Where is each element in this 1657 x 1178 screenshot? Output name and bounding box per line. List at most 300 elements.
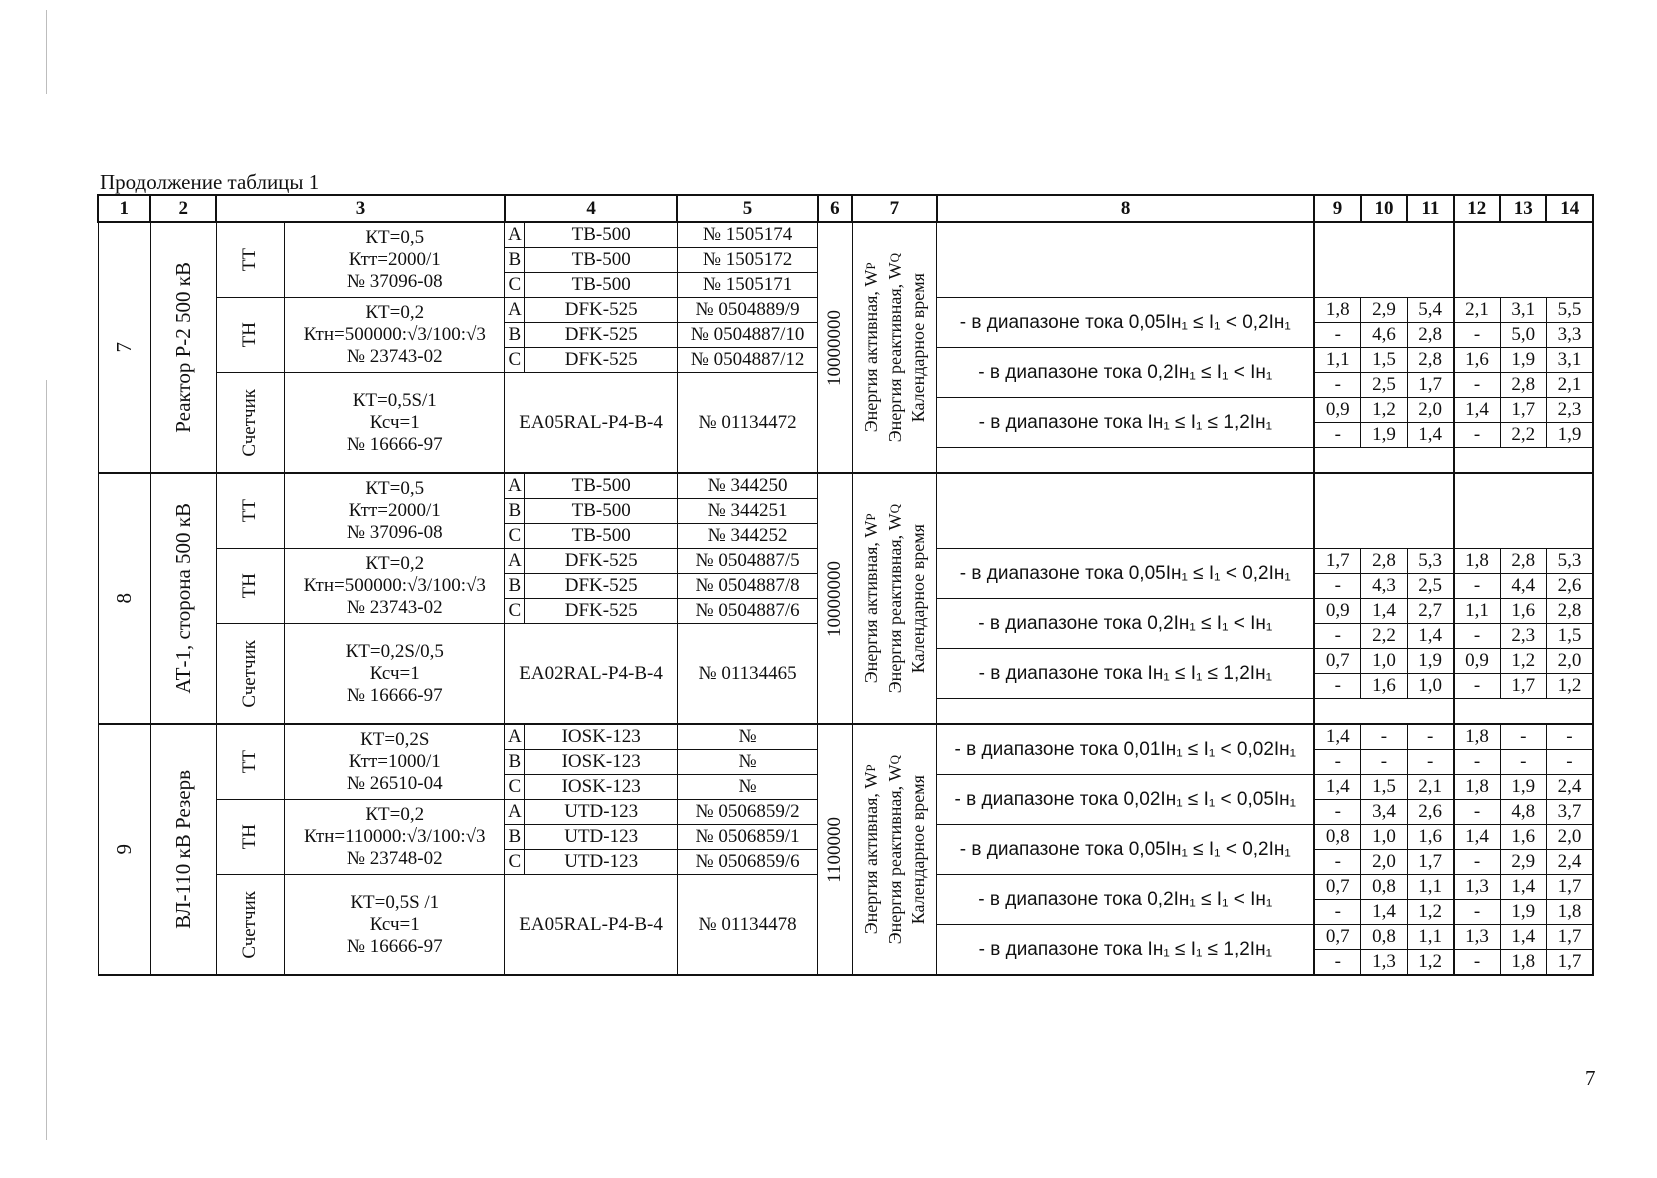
device-model: IOSK-123 <box>525 775 677 800</box>
phase-letter: A <box>505 549 525 574</box>
meter-spec <box>285 875 505 976</box>
value-empty <box>1454 448 1593 474</box>
current-range-label: - в диапазоне тока Iн₁ ≤ I₁ ≤ 1,2Iн₁ <box>937 398 1315 448</box>
value-empty <box>1314 222 1453 298</box>
accuracy-value: - <box>1314 624 1360 649</box>
accuracy-value: 2,1 <box>1546 373 1593 398</box>
accuracy-value: - <box>1454 624 1500 649</box>
phase-letter: B <box>505 750 525 775</box>
current-range-label: - в диапазоне тока Iн₁ ≤ I₁ ≤ 1,2Iн₁ <box>937 925 1315 976</box>
accuracy-value: 2,4 <box>1546 775 1593 800</box>
accuracy-value: 1,4 <box>1314 775 1360 800</box>
accuracy-value: 1,4 <box>1454 825 1500 850</box>
meter-label-text: Счетчик <box>239 639 261 708</box>
accuracy-value: 3,4 <box>1361 800 1407 825</box>
device-serial: № 1505171 <box>677 273 817 298</box>
device-model: IOSK-123 <box>525 724 677 750</box>
energy-label: Календарное время <box>907 523 928 674</box>
accuracy-value: 1,7 <box>1546 950 1593 976</box>
column-header: 12 <box>1454 195 1500 222</box>
accuracy-value: 2,2 <box>1361 624 1407 649</box>
energy-label: Энергия активная, W <box>860 520 881 684</box>
accuracy-value: - <box>1454 674 1500 699</box>
accuracy-value: - <box>1314 323 1360 348</box>
meter-model: EA05RAL-P4-B-4 <box>505 373 678 474</box>
accuracy-value: 2,4 <box>1546 850 1593 875</box>
tn-label-text: ТН <box>239 573 261 599</box>
transformation-ratio <box>818 222 852 473</box>
accuracy-value: 0,7 <box>1314 649 1360 674</box>
accuracy-value: 1,9 <box>1500 775 1546 800</box>
accuracy-value: - <box>1361 750 1407 775</box>
meter-spec <box>285 624 505 725</box>
accuracy-value: 1,2 <box>1407 950 1453 976</box>
accuracy-value: - <box>1314 950 1360 976</box>
device-serial: № 0504887/12 <box>677 348 817 373</box>
meter-model: EA02RAL-P4-B-4 <box>505 624 678 725</box>
tn-spec-line: Ктн=110000:√3/100:√3 <box>303 826 486 847</box>
meter-spec-line: Ксч=1 <box>369 913 420 935</box>
tt-spec-line: № 37096-08 <box>346 271 443 292</box>
meter-model: EA05RAL-P4-B-4 <box>505 875 678 976</box>
range-empty <box>937 699 1315 725</box>
accuracy-value: 1,4 <box>1500 875 1546 900</box>
accuracy-value: - <box>1500 750 1546 775</box>
table-row <box>98 724 1593 750</box>
accuracy-value: 2,9 <box>1500 850 1546 875</box>
device-serial: № 344250 <box>677 473 817 499</box>
accuracy-value: 1,8 <box>1314 298 1360 323</box>
transformation-ratio-text: 1100000 <box>823 816 845 883</box>
tt-label-text: ТТ <box>239 248 261 272</box>
current-range-label: - в диапазоне тока 0,2Iн₁ ≤ I₁ < Iн₁ <box>937 348 1315 398</box>
energy-types-text <box>859 755 930 944</box>
column-header: 10 <box>1361 195 1407 222</box>
connection-name <box>150 724 216 975</box>
accuracy-value: 2,2 <box>1500 423 1546 448</box>
accuracy-value: 1,3 <box>1454 925 1500 950</box>
device-model: ТВ-500 <box>525 499 677 524</box>
tn-spec-line: № 23743-02 <box>346 597 443 618</box>
phase-letter: C <box>505 775 525 800</box>
meter-serial: № 01134465 <box>677 624 817 725</box>
accuracy-value: 1,3 <box>1454 875 1500 900</box>
connection-name-text: ВЛ-110 кВ Резерв <box>171 770 196 929</box>
column-header: 8 <box>937 195 1315 222</box>
phase-letter: A <box>505 473 525 499</box>
energy-label: Календарное время <box>907 272 928 423</box>
column-header: 7 <box>852 195 937 222</box>
accuracy-value: 2,1 <box>1454 298 1500 323</box>
connection-name-text: АТ-1, сторона 500 кВ <box>171 503 196 694</box>
scan-edge-line <box>46 10 47 94</box>
energy-types <box>852 222 937 473</box>
range-empty <box>937 448 1315 474</box>
column-header: 14 <box>1546 195 1593 222</box>
table-caption: Продолжение таблицы 1 <box>100 170 320 194</box>
accuracy-value: 1,4 <box>1454 398 1500 423</box>
accuracy-value: 3,7 <box>1546 800 1593 825</box>
tn-spec <box>285 549 505 624</box>
meter-label <box>216 373 285 474</box>
connection-name <box>150 222 216 473</box>
accuracy-value: 2,6 <box>1407 800 1453 825</box>
device-model: ТВ-500 <box>525 473 677 499</box>
accuracy-value: 2,8 <box>1500 373 1546 398</box>
accuracy-value: 1,7 <box>1314 549 1360 574</box>
accuracy-value: 1,5 <box>1361 775 1407 800</box>
accuracy-value: 1,6 <box>1361 674 1407 699</box>
accuracy-value: 1,3 <box>1361 950 1407 976</box>
value-empty <box>1454 222 1593 298</box>
accuracy-value: 2,3 <box>1500 624 1546 649</box>
current-range-label: - в диапазоне тока 0,2Iн₁ ≤ I₁ < Iн₁ <box>937 875 1315 925</box>
connection-name-text: Реактор Р-2 500 кВ <box>171 262 196 433</box>
accuracy-value: 1,8 <box>1454 775 1500 800</box>
row-number <box>98 724 150 975</box>
device-serial: № 1505172 <box>677 248 817 273</box>
tt-label-text: ТТ <box>239 499 261 523</box>
accuracy-value: - <box>1546 724 1593 750</box>
device-serial: № 0504887/8 <box>677 574 817 599</box>
column-header: 1 <box>98 195 150 222</box>
range-empty <box>937 473 1315 549</box>
accuracy-value: 1,7 <box>1407 850 1453 875</box>
energy-subscript: P <box>862 262 878 270</box>
meter-spec-line: Ксч=1 <box>369 411 420 433</box>
transformation-ratio <box>818 724 852 975</box>
accuracy-value: 1,2 <box>1407 900 1453 925</box>
column-header: 4 <box>505 195 678 222</box>
accuracy-value: - <box>1454 574 1500 599</box>
current-range-label: - в диапазоне тока 0,01Iн₁ ≤ I₁ < 0,02Iн₁ <box>937 724 1315 775</box>
accuracy-value: - <box>1454 323 1500 348</box>
accuracy-value: 2,0 <box>1546 825 1593 850</box>
accuracy-value: - <box>1454 850 1500 875</box>
device-serial: № 0506859/2 <box>677 800 817 825</box>
energy-label: Энергия активная, W <box>860 771 881 935</box>
tn-spec <box>285 800 505 875</box>
current-range-label: - в диапазоне тока Iн₁ ≤ I₁ ≤ 1,2Iн₁ <box>937 649 1315 699</box>
accuracy-value: - <box>1454 423 1500 448</box>
phase-letter: C <box>505 599 525 624</box>
column-header: 2 <box>150 195 216 222</box>
accuracy-value: - <box>1454 373 1500 398</box>
accuracy-value: - <box>1361 724 1407 750</box>
device-serial: № 0504889/9 <box>677 298 817 323</box>
accuracy-value: 1,4 <box>1407 624 1453 649</box>
device-serial: № 0506859/6 <box>677 850 817 875</box>
row-number-text: 7 <box>112 342 137 353</box>
accuracy-value: - <box>1314 750 1360 775</box>
tn-label <box>216 800 285 875</box>
accuracy-value: 1,8 <box>1454 724 1500 750</box>
accuracy-value: 1,4 <box>1407 423 1453 448</box>
accuracy-value: 1,1 <box>1454 599 1500 624</box>
page-number: 7 <box>1585 1066 1596 1090</box>
energy-subscript: Q <box>886 754 902 765</box>
device-serial: № 344251 <box>677 499 817 524</box>
accuracy-value: - <box>1500 724 1546 750</box>
phase-letter: A <box>505 800 525 825</box>
tt-spec <box>285 473 505 549</box>
accuracy-value: 1,5 <box>1546 624 1593 649</box>
phase-letter: B <box>505 574 525 599</box>
value-empty <box>1314 699 1453 725</box>
accuracy-value: 2,8 <box>1361 549 1407 574</box>
device-serial: № 0504887/10 <box>677 323 817 348</box>
accuracy-value: - <box>1546 750 1593 775</box>
row-number <box>98 222 150 473</box>
device-serial: № 0504887/5 <box>677 549 817 574</box>
table-row <box>98 222 1593 248</box>
phase-letter: B <box>505 248 525 273</box>
accuracy-value: 3,3 <box>1546 323 1593 348</box>
tn-spec-line: № 23743-02 <box>346 346 443 367</box>
phase-letter: B <box>505 825 525 850</box>
tt-spec-line: № 37096-08 <box>346 522 443 543</box>
device-model: ТВ-500 <box>525 248 677 273</box>
accuracy-value: 0,9 <box>1314 599 1360 624</box>
accuracy-value: 1,1 <box>1314 348 1360 373</box>
accuracy-value: 1,9 <box>1546 423 1593 448</box>
connection-name <box>150 473 216 724</box>
accuracy-value: 1,6 <box>1500 825 1546 850</box>
accuracy-value: 1,6 <box>1407 825 1453 850</box>
device-model: UTD-123 <box>525 850 677 875</box>
accuracy-value: 2,0 <box>1546 649 1593 674</box>
transformation-ratio <box>818 473 852 724</box>
column-header: 13 <box>1500 195 1546 222</box>
phase-letter: B <box>505 499 525 524</box>
accuracy-value: 1,2 <box>1546 674 1593 699</box>
accuracy-value: 5,3 <box>1407 549 1453 574</box>
energy-types <box>852 473 937 724</box>
accuracy-value: 3,1 <box>1546 348 1593 373</box>
accuracy-value: 1,1 <box>1407 875 1453 900</box>
device-model: DFK-525 <box>525 298 677 323</box>
energy-label: Энергия реактивная, W <box>884 764 905 945</box>
energy-label: Энергия активная, W <box>860 269 881 433</box>
accuracy-value: 1,6 <box>1454 348 1500 373</box>
device-serial: № <box>677 775 817 800</box>
accuracy-value: 3,1 <box>1500 298 1546 323</box>
accuracy-value: 1,6 <box>1500 599 1546 624</box>
accuracy-value: 1,4 <box>1361 599 1407 624</box>
tn-label <box>216 549 285 624</box>
energy-subscript: Q <box>886 252 902 263</box>
device-model: ТВ-500 <box>525 222 677 248</box>
accuracy-value: 1,9 <box>1500 900 1546 925</box>
accuracy-value: - <box>1454 750 1500 775</box>
accuracy-value: - <box>1407 724 1453 750</box>
value-empty <box>1314 473 1453 549</box>
tn-spec-line: Ктн=500000:√3/100:√3 <box>303 324 486 345</box>
tn-label <box>216 298 285 373</box>
tn-spec-line: Ктн=500000:√3/100:√3 <box>303 575 486 596</box>
accuracy-value: 0,8 <box>1314 825 1360 850</box>
accuracy-value: 1,1 <box>1407 925 1453 950</box>
energy-subscript: Q <box>886 503 902 514</box>
scan-edge-line <box>46 380 47 1140</box>
accuracy-value: 1,9 <box>1500 348 1546 373</box>
accuracy-value: 1,9 <box>1361 423 1407 448</box>
phase-letter: A <box>505 724 525 750</box>
tt-label <box>216 473 285 549</box>
tt-spec <box>285 222 505 298</box>
column-header: 5 <box>677 195 817 222</box>
tt-label-text: ТТ <box>239 750 261 774</box>
device-serial: № 0506859/1 <box>677 825 817 850</box>
accuracy-value: 2,8 <box>1407 323 1453 348</box>
phase-letter: C <box>505 524 525 549</box>
accuracy-value: - <box>1454 800 1500 825</box>
tn-spec-line: КТ=0,2 <box>365 553 425 574</box>
current-range-label: - в диапазоне тока 0,02Iн₁ ≤ I₁ < 0,05Iн₁ <box>937 775 1315 825</box>
accuracy-value: 0,9 <box>1314 398 1360 423</box>
accuracy-value: - <box>1454 900 1500 925</box>
device-serial: № 0504887/6 <box>677 599 817 624</box>
accuracy-value: 4,3 <box>1361 574 1407 599</box>
accuracy-value: 1,4 <box>1314 724 1360 750</box>
energy-types-text <box>859 253 930 442</box>
accuracy-value: - <box>1314 800 1360 825</box>
tn-label-text: ТН <box>239 824 261 850</box>
accuracy-value: 1,2 <box>1361 398 1407 423</box>
accuracy-value: 2,1 <box>1407 775 1453 800</box>
accuracy-value: 1,7 <box>1546 925 1593 950</box>
accuracy-value: 2,5 <box>1361 373 1407 398</box>
accuracy-value: 0,7 <box>1314 875 1360 900</box>
accuracy-value: 4,4 <box>1500 574 1546 599</box>
device-model: UTD-123 <box>525 825 677 850</box>
energy-subscript: P <box>862 764 878 772</box>
device-serial: № 1505174 <box>677 222 817 248</box>
accuracy-value: 1,7 <box>1407 373 1453 398</box>
accuracy-value: 2,5 <box>1407 574 1453 599</box>
accuracy-value: 0,8 <box>1361 875 1407 900</box>
accuracy-value: 2,8 <box>1546 599 1593 624</box>
current-range-label: - в диапазоне тока 0,05Iн₁ ≤ I₁ < 0,2Iн₁ <box>937 825 1315 875</box>
meter-label <box>216 875 285 976</box>
accuracy-value: 2,8 <box>1500 549 1546 574</box>
device-model: DFK-525 <box>525 574 677 599</box>
tt-spec-line: КТ=0,2S <box>360 729 430 750</box>
row-number <box>98 473 150 724</box>
accuracy-value: 1,0 <box>1361 649 1407 674</box>
accuracy-value: 1,8 <box>1454 549 1500 574</box>
accuracy-value: 1,7 <box>1500 674 1546 699</box>
meter-spec <box>285 373 505 474</box>
tt-label <box>216 222 285 298</box>
column-header: 6 <box>818 195 852 222</box>
meter-spec-line: № 16666-97 <box>346 433 443 455</box>
accuracy-value: - <box>1314 674 1360 699</box>
tt-label <box>216 724 285 800</box>
device-model: ТВ-500 <box>525 273 677 298</box>
accuracy-value: - <box>1454 950 1500 976</box>
meter-serial: № 01134478 <box>677 875 817 976</box>
meter-spec-line: КТ=0,5S /1 <box>350 891 440 913</box>
energy-types <box>852 724 937 975</box>
accuracy-value: 1,4 <box>1361 900 1407 925</box>
phase-letter: B <box>505 323 525 348</box>
tn-spec <box>285 298 505 373</box>
tn-spec-line: КТ=0,2 <box>365 302 425 323</box>
accuracy-value: 1,8 <box>1546 900 1593 925</box>
device-model: DFK-525 <box>525 549 677 574</box>
row-number-text: 8 <box>112 593 137 604</box>
tn-label-text: ТН <box>239 322 261 348</box>
accuracy-value: 2,0 <box>1361 850 1407 875</box>
phase-letter: C <box>505 348 525 373</box>
accuracy-value: 2,6 <box>1546 574 1593 599</box>
accuracy-value: 4,6 <box>1361 323 1407 348</box>
accuracy-value: 1,0 <box>1407 674 1453 699</box>
tt-spec-line: Ктт=2000/1 <box>348 500 441 521</box>
range-empty <box>937 222 1315 298</box>
current-range-label: - в диапазоне тока 0,2Iн₁ ≤ I₁ < Iн₁ <box>937 599 1315 649</box>
transformation-ratio-text: 10000000 <box>823 560 845 637</box>
phase-letter: C <box>505 850 525 875</box>
device-serial: № 344252 <box>677 524 817 549</box>
accuracy-value: 1,7 <box>1546 875 1593 900</box>
device-model: ТВ-500 <box>525 524 677 549</box>
meter-spec-line: № 16666-97 <box>346 684 443 706</box>
accuracy-value: 1,0 <box>1361 825 1407 850</box>
value-empty <box>1454 473 1593 549</box>
table-row <box>98 473 1593 499</box>
accuracy-value: 5,4 <box>1407 298 1453 323</box>
energy-label: Энергия реактивная, W <box>884 262 905 443</box>
column-header: 3 <box>216 195 505 222</box>
accuracy-value: - <box>1314 900 1360 925</box>
device-model: DFK-525 <box>525 348 677 373</box>
column-header: 11 <box>1407 195 1453 222</box>
accuracy-value: - <box>1314 574 1360 599</box>
device-model: IOSK-123 <box>525 750 677 775</box>
data-table <box>97 194 1594 976</box>
accuracy-value: 1,2 <box>1500 649 1546 674</box>
current-range-label: - в диапазоне тока 0,05Iн₁ ≤ I₁ < 0,2Iн₁ <box>937 298 1315 348</box>
accuracy-value: 5,5 <box>1546 298 1593 323</box>
device-serial: № <box>677 750 817 775</box>
meter-spec-line: Ксч=1 <box>369 662 420 684</box>
device-serial: № <box>677 724 817 750</box>
accuracy-value: 5,0 <box>1500 323 1546 348</box>
row-number-text: 9 <box>112 844 137 855</box>
tt-spec <box>285 724 505 800</box>
tt-spec-line: Ктт=1000/1 <box>348 751 441 772</box>
tt-spec-line: КТ=0,5 <box>365 227 425 248</box>
phase-letter: A <box>505 298 525 323</box>
accuracy-value: 1,5 <box>1361 348 1407 373</box>
device-model: DFK-525 <box>525 599 677 624</box>
energy-types-text <box>859 504 930 693</box>
accuracy-value: 1,7 <box>1500 398 1546 423</box>
energy-label: Энергия реактивная, W <box>884 513 905 694</box>
accuracy-value: - <box>1314 373 1360 398</box>
meter-serial: № 01134472 <box>677 373 817 474</box>
meter-label-text: Счетчик <box>239 388 261 457</box>
tt-spec-line: № 26510-04 <box>346 773 443 794</box>
accuracy-value: 0,7 <box>1314 925 1360 950</box>
accuracy-value: - <box>1407 750 1453 775</box>
value-empty <box>1454 699 1593 725</box>
meter-spec-line: КТ=0,5S/1 <box>352 389 437 411</box>
accuracy-value: 2,8 <box>1407 348 1453 373</box>
accuracy-value: 0,8 <box>1361 925 1407 950</box>
